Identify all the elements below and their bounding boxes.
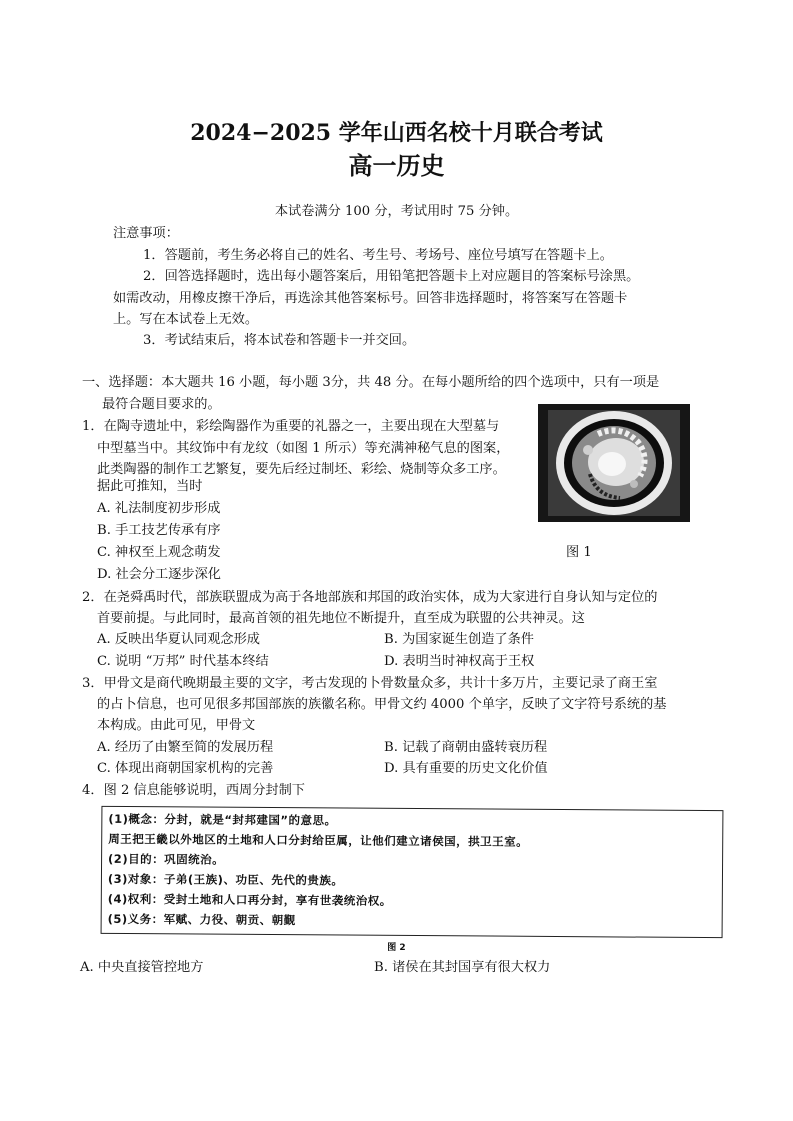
q3-option-b: B. 记载了商朝由盛转衰历程 <box>384 740 548 755</box>
figure-2-line-4: (3)对象：子弟(王族)、功臣、先代的贵族。 <box>107 871 344 888</box>
notice-item-2-cont: 如需改动，用橡皮擦干净后，再选涂其他答案标号。回答非选择题时，将答案写在答题卡 <box>113 291 628 306</box>
section-heading: 一、选择题：本大题共 16 小题，每小题 3分，共 48 分。在每小题所给的四个选项中，只有一项是 <box>82 375 660 390</box>
section-heading-cont: 最符合题目要求的。 <box>102 397 221 412</box>
q3-stem-2: 的占卜信息，也可见很多邦国部族的族徽名称。甲骨文约 4000 个单字，反映了文字符号系统的基 <box>97 697 667 712</box>
q3-option-d: D. 具有重要的历史文化价值 <box>384 761 548 776</box>
figure-2-line-1: (1)概念：分封，就是“封邦建国”的意思。 <box>108 811 337 828</box>
notice-item-2: 2．回答选择题时，选出每小题答案后，用铅笔把答题卡上对应题目的答案标号涂黑。 <box>143 269 640 284</box>
q1-option-a: A. 礼法制度初步形成 <box>97 501 221 516</box>
subject-title: 高一历史 <box>348 151 445 180</box>
q1-option-c: C. 神权至上观念萌发 <box>97 545 221 560</box>
q2-stem-2: 首要前提。与此同时，最高首领的祖先地位不断提升，直至成为联盟的公共神灵。这 <box>97 611 585 626</box>
q2-option-a: A. 反映出华夏认同观念形成 <box>97 632 260 647</box>
exam-title: 2024−2025 学年山西名校十月联合考试 <box>190 120 603 146</box>
q3-stem-3: 本构成。由此可见，甲骨文 <box>97 718 256 733</box>
q1-stem-2: 中型墓当中。其纹饰中有龙纹（如图 1 所示）等充满神秘气息的图案， <box>97 441 510 456</box>
figure-1-caption: 图 1 <box>566 545 592 560</box>
notice-item-1: 1．答题前，考生务必将自己的姓名、考生号、考场号、座位号填写在答题卡上。 <box>143 248 613 263</box>
q1-stem-4: 据此可推知，当时 <box>97 479 203 494</box>
figure-2-line-6: (5)义务：军赋、力役、朝贡、朝觐 <box>107 911 296 928</box>
q2-option-d: D. 表明当时神权高于王权 <box>384 654 535 669</box>
notice-item-2-end: 上。写在本试卷上无效。 <box>113 312 259 327</box>
q3-option-c: C. 体现出商朝国家机构的完善 <box>97 761 274 776</box>
notice-title: 注意事项： <box>113 226 179 241</box>
q2-stem-1: 2．在尧舜禹时代，部族联盟成为高于各地部族和邦国的政治实体，成为大家进行自身认知与定位的 <box>82 590 658 605</box>
figure-2-line-5: (4)权利：受封土地和人口再分封，享有世袭统治权。 <box>107 891 392 908</box>
q3-option-a: A. 经历了由繁至简的发展历程 <box>97 740 274 755</box>
q1-option-d: D. 社会分工逐步深化 <box>97 567 221 582</box>
figure-1-pottery-image <box>538 404 690 522</box>
q4-option-b: B. 诸侯在其封国享有很大权力 <box>374 960 551 975</box>
figure-2-line-3: (2)目的：巩固统治。 <box>108 851 225 867</box>
notice-item-3: 3．考试结束后，将本试卷和答题卡一并交回。 <box>143 333 416 348</box>
q1-stem-1: 1．在陶寺遗址中，彩绘陶器作为重要的礼器之一，主要出现在大型墓与 <box>82 419 500 434</box>
figure-2-line-2: 周王把王畿以外地区的土地和人口分封给臣属，让他们建立诸侯国，拱卫王室。 <box>108 831 529 849</box>
q4-option-a: A. 中央直接管控地方 <box>80 960 204 975</box>
score-info: 本试卷满分 100 分，考试用时 75 分钟。 <box>274 204 519 219</box>
q4-stem: 4．图 2 信息能够说明，西周分封制下 <box>82 783 305 798</box>
q2-option-b: B. 为国家诞生创造了条件 <box>384 632 534 647</box>
q3-stem-1: 3．甲骨文是商代晚期最主要的文字，考古发现的卜骨数量众多，共计十多万片，主要记录了商王室 <box>82 676 658 691</box>
figure-2-caption: 图 2 <box>387 943 406 953</box>
q1-stem-3: 此类陶器的制作工艺繁复，要先后经过制坯、彩绘、烧制等众多工序。 <box>97 462 506 477</box>
q2-option-c: C. 说明 “万邦” 时代基本终结 <box>97 654 269 669</box>
figure-2-table <box>101 806 724 938</box>
q1-option-b: B. 手工技艺传承有序 <box>97 523 221 538</box>
